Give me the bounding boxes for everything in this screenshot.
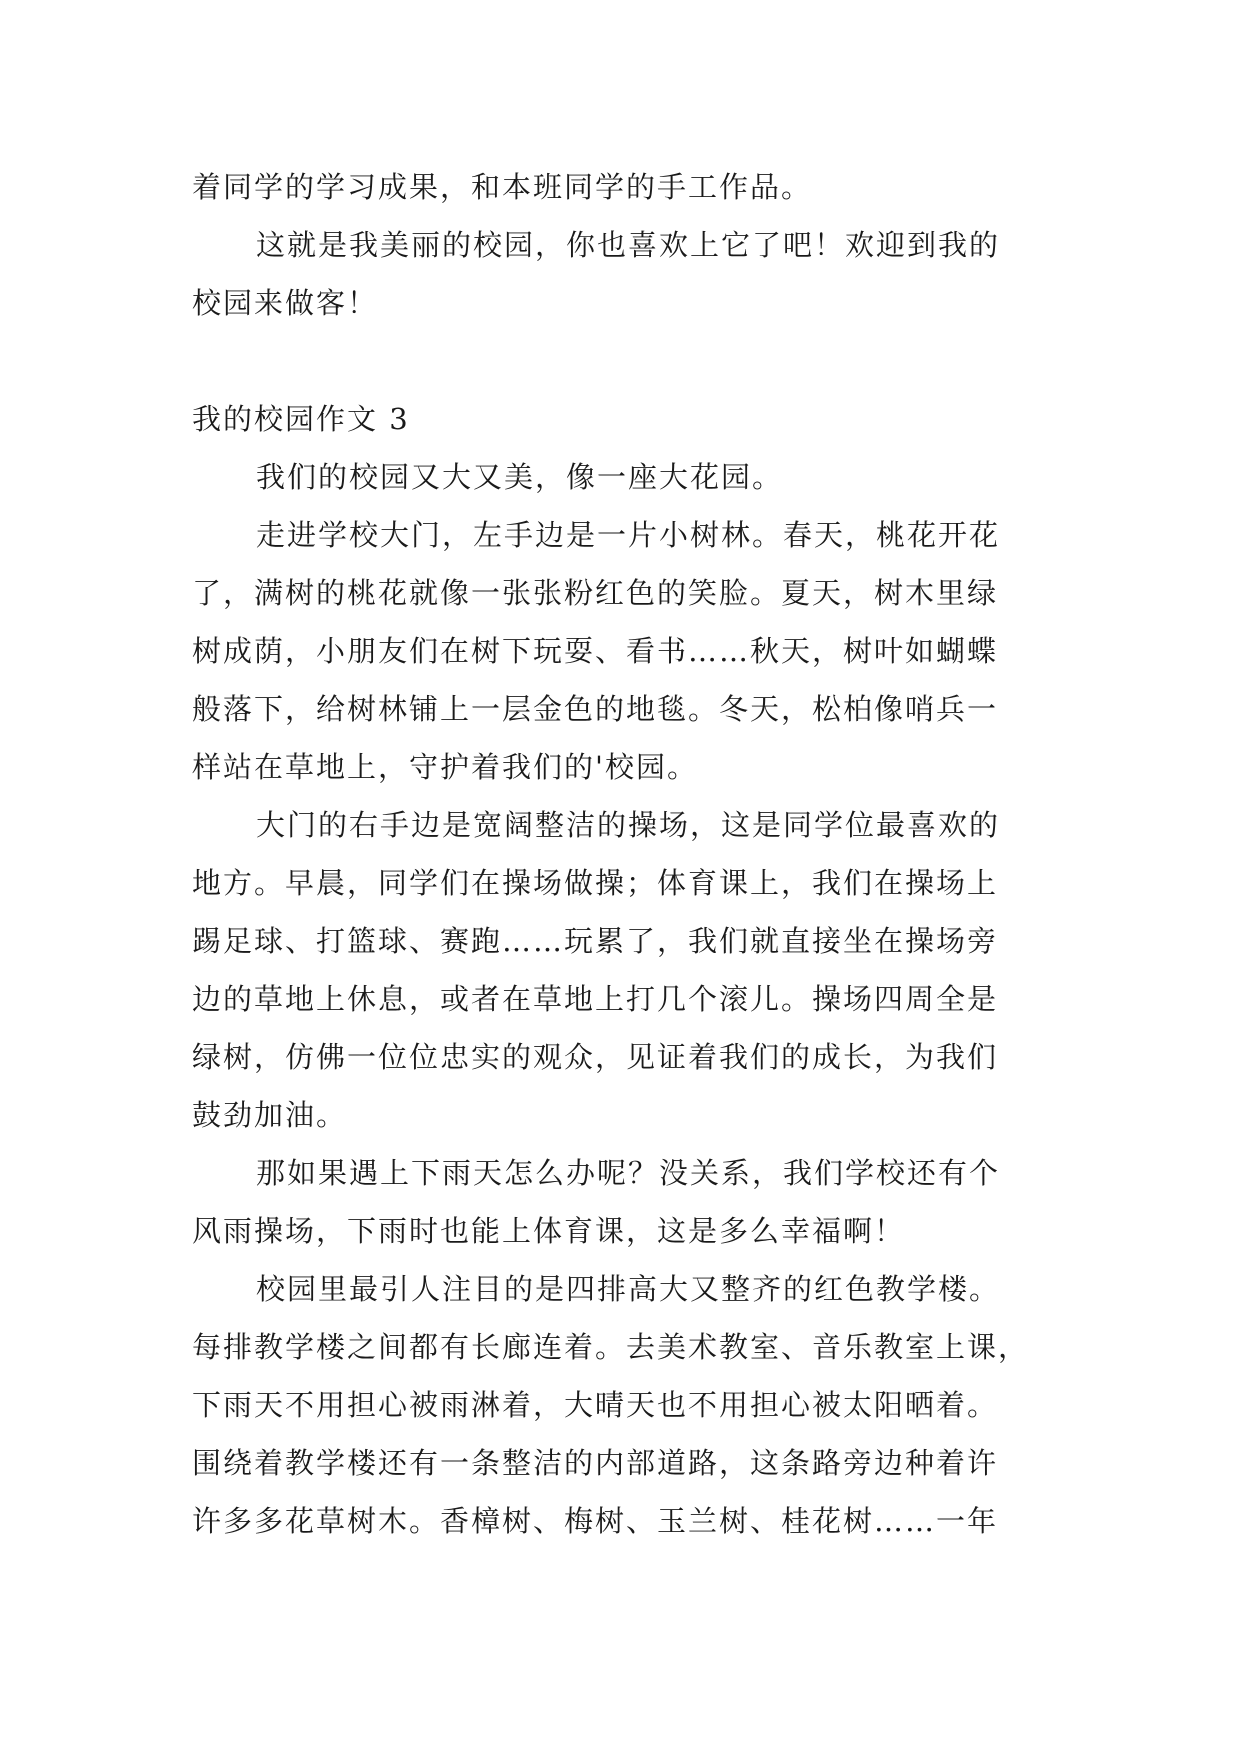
text-line: 围绕着教学楼还有一条整洁的内部道路，这条路旁边种着许 — [192, 1446, 999, 1480]
text-line: 走进学校大门，左手边是一片小树林。春天，桃花开花 — [256, 518, 1001, 552]
text-line: 我们的校园又大又美，像一座大花园。 — [256, 460, 784, 494]
blank-line — [192, 332, 1062, 390]
text-line: 许多多花草树木。香樟树、梅树、玉兰树、桂花树……一年 — [192, 1504, 999, 1538]
text-line: 了，满树的桃花就像一张张粉红色的笑脸。夏天，树木里绿 — [192, 576, 999, 610]
text-line: 校园来做客！ — [192, 286, 379, 320]
text-line: 绿树，仿佛一位位忠实的观众，见证着我们的成长，为我们 — [192, 1040, 999, 1074]
text-line: 校园里最引人注目的是四排高大又整齐的红色教学楼。 — [256, 1272, 1001, 1306]
essay-heading: 我的校园作文 3 — [192, 402, 410, 436]
text-line: 样站在草地上，守护着我们的'校园。 — [192, 750, 698, 784]
text-line: 鼓劲加油。 — [192, 1098, 348, 1132]
text-line: 大门的右手边是宽阔整洁的操场，这是同学位最喜欢的 — [256, 808, 1001, 842]
text-line: 那如果遇上下雨天怎么办呢？没关系，我们学校还有个 — [256, 1156, 1001, 1190]
essay-body — [192, 158, 1062, 1550]
text-line: 这就是我美丽的校园，你也喜欢上它了吧！欢迎到我的 — [256, 228, 1001, 262]
text-line: 般落下，给树林铺上一层金色的地毯。冬天，松柏像哨兵一 — [192, 692, 999, 726]
text-line: 地方。早晨，同学们在操场做操；体育课上，我们在操场上 — [192, 866, 999, 900]
text-line: 树成荫，小朋友们在树下玩耍、看书……秋天，树叶如蝴蝶 — [192, 634, 999, 668]
text-line: 风雨操场，下雨时也能上体育课，这是多么幸福啊！ — [192, 1214, 906, 1248]
text-line: 下雨天不用担心被雨淋着，大晴天也不用担心被太阳晒着。 — [192, 1388, 999, 1422]
text-line: 边的草地上休息，或者在草地上打几个滚儿。操场四周全是 — [192, 982, 999, 1016]
text-line: 着同学的学习成果，和本班同学的手工作品。 — [192, 170, 813, 204]
text-line: 踢足球、打篮球、赛跑……玩累了，我们就直接坐在操场旁 — [192, 924, 999, 958]
text-line: 每排教学楼之间都有长廊连着。去美术教室、音乐教室上课， — [192, 1330, 1030, 1364]
